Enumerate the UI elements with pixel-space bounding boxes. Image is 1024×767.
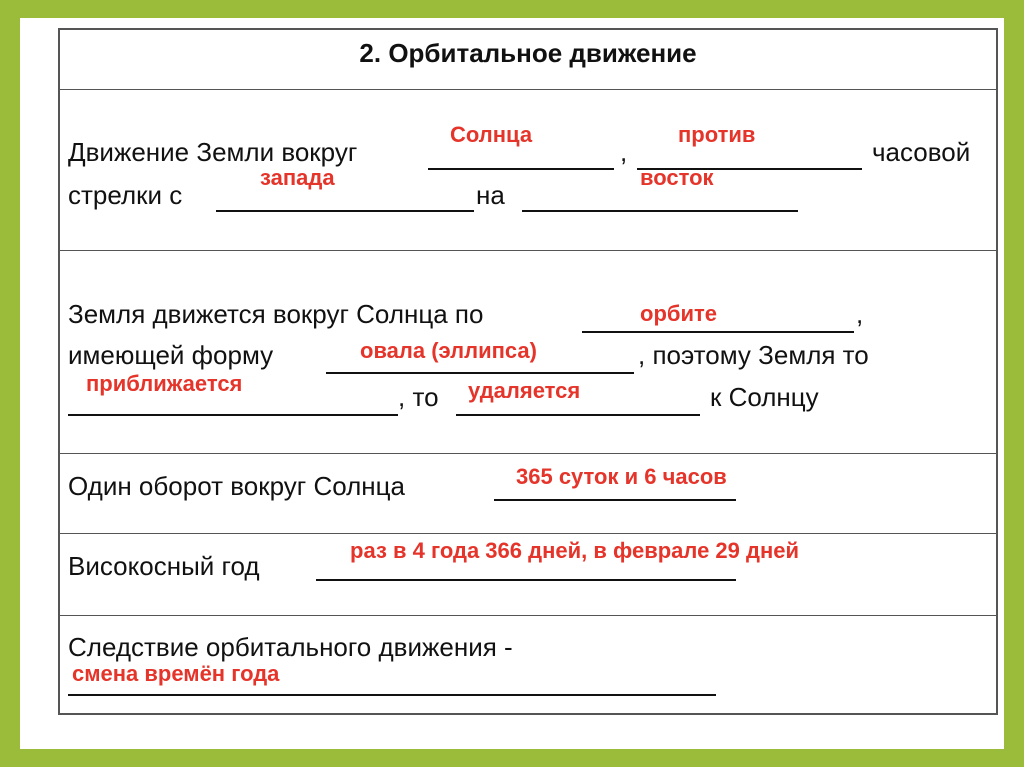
row-rotation-direction	[60, 90, 996, 251]
row-leap-year	[60, 534, 996, 616]
text: Один оборот вокруг Солнца	[68, 471, 405, 501]
text: , поэтому Земля то	[638, 340, 869, 370]
text: стрелки с	[68, 180, 183, 210]
text: на	[476, 180, 505, 210]
text: , то	[398, 382, 439, 412]
text: Следствие орбитального движения -	[68, 632, 513, 662]
answer-text: орбите	[640, 301, 717, 326]
text: Земля движется вокруг Солнца по	[68, 299, 484, 329]
answer-text: восток	[640, 165, 714, 190]
text: часовой	[872, 137, 971, 167]
answer-text: приближается	[86, 371, 243, 396]
text: к Солнцу	[710, 382, 819, 412]
blank-line	[582, 331, 854, 333]
title-row	[60, 30, 996, 90]
answer-text: смена времён года	[72, 661, 280, 686]
blank-line	[456, 414, 700, 416]
text: Високосный год	[68, 551, 260, 581]
answer-text: против	[678, 122, 756, 147]
row-orbit-shape	[60, 251, 996, 454]
answer-text: удаляется	[468, 378, 581, 403]
text: Движение Земли вокруг	[68, 137, 358, 167]
blank-line	[68, 414, 398, 416]
answer-text: запада	[260, 165, 335, 190]
blank-line	[494, 499, 736, 501]
slide	[20, 18, 1004, 749]
blank-line	[326, 372, 634, 374]
answer-text: Солнца	[450, 122, 533, 147]
blank-line	[316, 579, 736, 581]
answer-text: раз в 4 года 366 дней, в феврале 29 дней	[350, 538, 800, 563]
text: ,	[620, 137, 628, 167]
table-title: 2. Орбитальное движение	[359, 38, 697, 68]
blank-line	[216, 210, 474, 212]
blank-line	[428, 168, 614, 170]
answer-text: 365 суток и 6 часов	[516, 464, 727, 489]
row-consequence	[60, 616, 996, 715]
worksheet-table	[58, 28, 998, 715]
text: ,	[856, 299, 864, 329]
row-revolution-period	[60, 454, 996, 534]
blank-line	[522, 210, 798, 212]
answer-text: овала (эллипса)	[360, 338, 537, 363]
blank-line	[68, 694, 716, 696]
text: имеющей форму	[68, 340, 274, 370]
